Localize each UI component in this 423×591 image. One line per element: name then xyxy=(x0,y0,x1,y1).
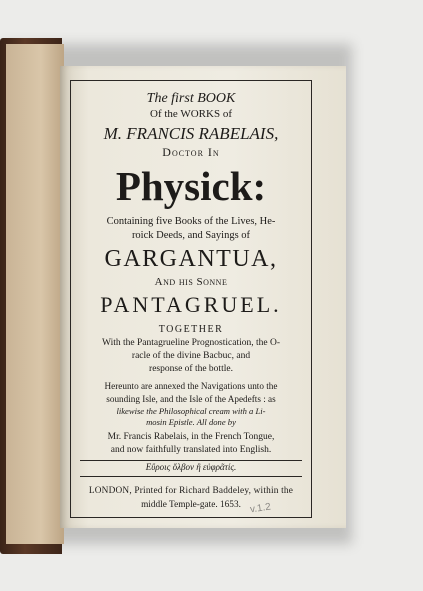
translation-line-2: and now faithfully translated into English. xyxy=(110,445,272,455)
contents-line-3: response of the bottle. xyxy=(149,364,233,374)
author-title: Doctor In xyxy=(162,145,220,159)
pencil-annotation: v.1.2 xyxy=(249,501,272,516)
title-line-works-of: Of the WORKS of xyxy=(150,108,232,120)
greek-motto: Εὕροις ὄλβον ἢ εὐφρᾶτίς. xyxy=(145,462,237,472)
subject-physick: Physick: xyxy=(115,163,267,209)
name-pantagruel: PANTAGRUEL. xyxy=(100,292,282,317)
name-gargantua: GARGANTUA, xyxy=(104,246,278,272)
description-line-2: roick Deeds, and Sayings of xyxy=(131,230,251,241)
imprint-line-2: middle Temple-gate. 1653. xyxy=(141,500,241,510)
imprint-line-1: LONDON, Printed for Richard Baddeley, within the xyxy=(88,486,294,496)
and-his-sonne: And his Sonne xyxy=(154,276,228,288)
annex-line-4: mosin Epistle. All done by xyxy=(146,417,236,427)
annex-line-2: sounding Isle, and the Isle of the Apedefts : as xyxy=(106,394,276,404)
rule-bottom xyxy=(80,476,302,477)
translation-line-1: Mr. Francis Rabelais, in the French Tongue, xyxy=(107,432,275,442)
contents-line-2: racle of the divine Bacbuc, and xyxy=(131,351,251,361)
endpaper xyxy=(6,44,64,544)
contents-line-1: With the Pantagrueline Prognostication, the O- xyxy=(102,338,280,348)
title-line-first-book: The first BOOK xyxy=(146,91,236,106)
annex-line-1: Hereunto are annexed the Navigations unto the xyxy=(104,381,278,391)
description-line-1: Containing five Books of the Lives, He- xyxy=(106,216,276,227)
author-name: M. FRANCIS RABELAIS, xyxy=(103,124,279,143)
rule-top xyxy=(80,460,302,461)
together: TOGETHER xyxy=(158,324,224,335)
annex-line-3: likewise the Philosophical cream with a Li- xyxy=(116,406,266,416)
